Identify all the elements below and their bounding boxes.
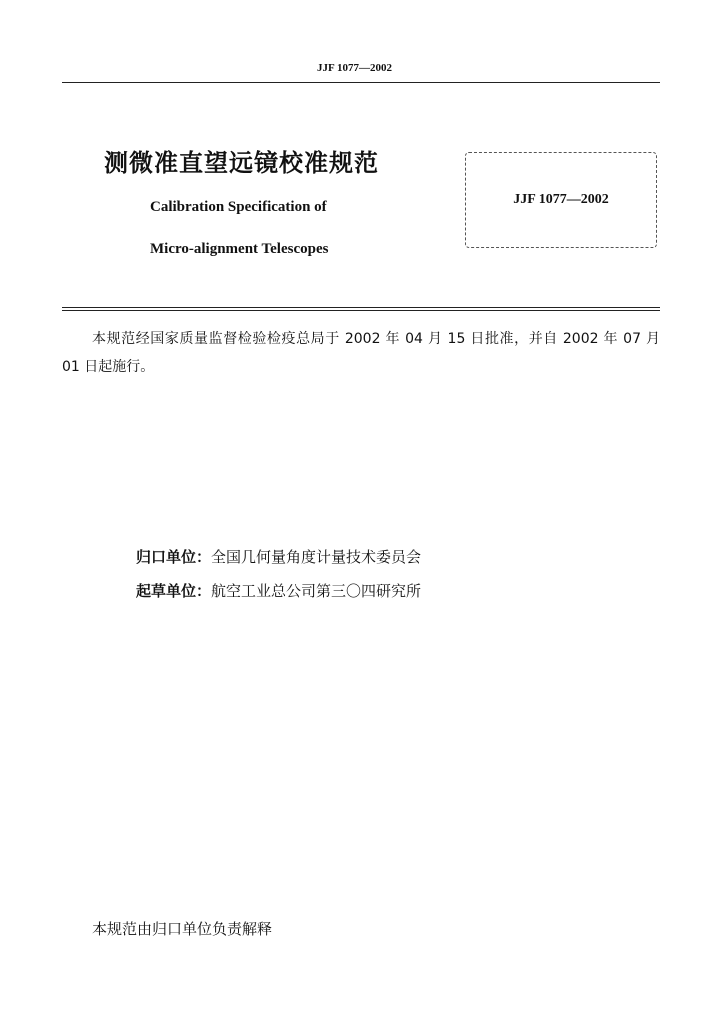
responsible-unit [136,546,421,567]
title-section-rule [62,307,660,311]
header-standard-code: JJF 1077—2002 [316,62,393,74]
standard-code-box [465,152,657,248]
drafting-unit-label: 起草单位： [136,582,212,600]
responsible-unit-label: 归口单位： [136,548,212,566]
title-chinese: 测微准直望远镜校准规范 [104,149,379,177]
drafting-unit-value: 航空工业总公司第三〇四研究所 [211,582,422,600]
approval-paragraph: 本规范经国家质量监督检验检疫总局于 2002 年 04 月 15 日批准，并自 2002 年 07 月 01 日起施行。 [62,331,660,375]
boxed-standard-code: JJF 1077—2002 [513,192,609,207]
interpretation-note: 本规范由归口单位负责解释 [92,920,273,938]
drafting-unit [136,580,421,601]
title-english-line1: Calibration Specification of [150,199,327,215]
title-english-line2: Micro-alignment Telescopes [150,241,329,257]
responsible-unit-value: 全国几何量角度计量技术委员会 [211,548,422,566]
header-rule [62,82,660,83]
